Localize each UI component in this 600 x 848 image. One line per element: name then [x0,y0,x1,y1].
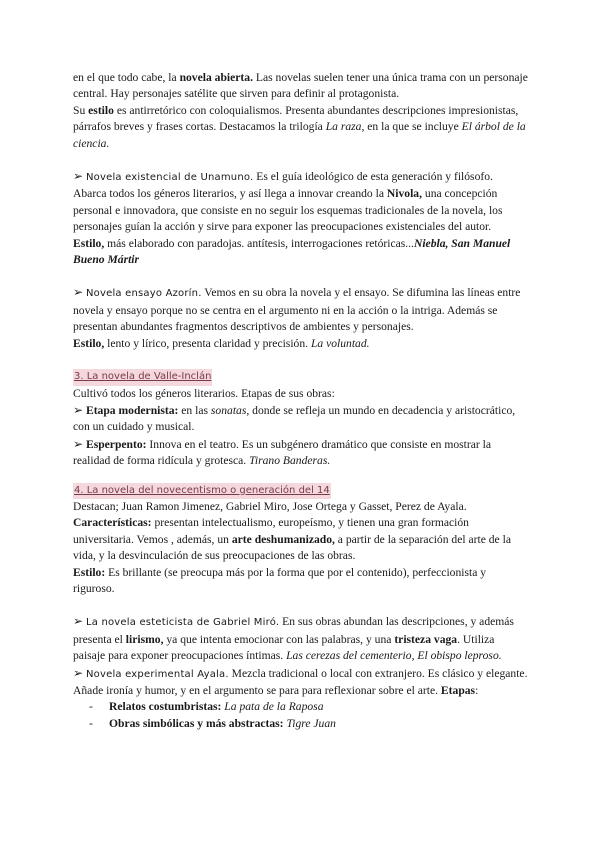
text: lento y lírico, presenta claridad y precisión. [104,336,311,350]
bold-term: lirismo, [125,632,164,646]
text: Las novelas suelen tener una única trama con un personaje central. Hay personajes satélite que sirven para definir al protagonista. [73,71,528,101]
section-heading: 4. La novela del novecentismo o generación del 14 [73,483,331,499]
text: Es brillante (se preocupa más por la forma que por el contenido), perfeccionista y riguroso. [73,565,487,595]
text: en la que se incluye [364,120,462,134]
work-title: Tigre Juan [286,716,336,730]
text: Cultivó todos los géneros literarios. Etapas de sus obras: [73,386,335,400]
text: . Utiliza paisaje para exponer preocupaciones íntimas. [73,632,495,663]
arrow-bullet-icon: ➢ [73,402,84,417]
text: En sus obras abundan las descripciones, y además presenta el [73,615,514,646]
text: en el que todo cabe, la [73,71,180,84]
text: es antirretórico con coloquialismos. Presenta abundantes descripciones impresionistas, párrafos breves y frases cortas. Destacamos la trilogía [73,103,519,134]
work-title: Niebla, San Manuel Bueno Mártir [73,236,511,267]
bold-term: Etapas [440,684,476,697]
text: Es el guía ideológico de esta generación y filósofo. Abarca todos los géneros literarios, y así llega a innovar creando la [73,170,493,201]
arrow-bullet-icon: ➢ [73,614,84,629]
bold-term: novela abierta. [179,71,253,84]
bold-term: tristeza vaga [394,632,458,646]
subsection-title: Novela experimental Ayala. [85,668,229,680]
azorin-paragraph [73,284,528,352]
text: donde se refleja un mundo en decadencia y aristocrático, con un cuidado y musical. [73,403,516,434]
text: una concepción personal e innovadora, que consiste en no seguir los esquemas tradicionales de la novela, los personajes guían la acción y sirve para exponer las preocupaciones existenciales del autor. [73,187,503,234]
bold-term: Nivola, [386,187,422,201]
work-title: La raza, [325,120,365,134]
bold-term: Estilo: [73,565,106,579]
bold-term: Etapa modernista: [83,403,179,417]
work-title: sonatas, [210,403,250,417]
subsection-title: Novela existencial de Unamuno. [85,172,254,184]
bold-term: Obras simbólicas y más abstractas: [109,716,284,730]
work-title: La voluntad. [310,336,370,350]
subsection-title: Novela ensayo Azorín. [85,288,202,300]
text: Su [73,103,89,117]
novecentismo-section [73,482,528,598]
bold-term: Esperpento: [83,437,147,451]
text: Innova en el teatro. Es un subgénero dramático que consiste en mostrar la realidad de forma ridícula y grotesca. [73,437,491,468]
text: presentan intelectualismo, europeísmo, y tienen una gran formación universitaria. Vemos , además, un [73,516,469,546]
arrow-bullet-icon: ➢ [73,665,84,680]
arrow-bullet-icon: ➢ [73,436,84,451]
work-title: Las cerezas del cementerio, El obispo leproso. [286,649,502,663]
list-item [73,716,528,732]
bold-term: Relatos costumbristas: [109,700,222,714]
baroja-paragraph [73,70,528,152]
text: Destacan; Juan Ramon Jimenez, Gabriel Miro, Jose Ortega y Gasset, Perez de Ayala. [73,499,467,513]
text: en las [178,403,211,417]
text: Vemos en su obra la novela y el ensayo. Se difumina las líneas entre novela y ensayo porque no se centra en el argumento ni en la acción o la intriga. Además se presentan abundantes fragmentos descriptivos de ambientes y personajes. [73,286,521,334]
text: a partir de la separación del arte de la vida, y la desvinculación de sus preocupaciones de las obras. [73,532,511,563]
section-heading: 3. La novela de Valle-Inclán [73,369,212,385]
arrow-bullet-icon: ➢ [73,169,84,184]
work-title: La pata de la Raposa [224,700,324,714]
bold-term: Características: [73,516,152,530]
unamuno-paragraph [73,168,528,268]
text: Mezcla tradicional o local con extranjero. Es clásico y elegante. Añade ironía y humor, y en el argumento se para para reflexionar sobre el arte. [73,666,528,697]
text: ya que intenta emocionar con las palabras, y una [163,632,395,646]
miro-ayala-paragraph [73,613,528,699]
text: más elaborado con paradojas. antítesis, interrogaciones retóricas... [104,236,414,250]
work-title: El árbol de la ciencia. [73,120,526,150]
bold-term: arte deshumanizado, [231,532,335,546]
valle-section [73,368,528,469]
bold-term: Estilo, [73,336,105,350]
subsection-title: La novela esteticista de Gabriel Miró. [85,617,280,629]
list-item [73,699,528,715]
bold-term: estilo [88,103,114,117]
etapas-list [73,699,528,732]
text: : [475,684,479,697]
bold-term: Estilo, [73,236,105,250]
work-title: Tirano Banderas. [249,454,331,468]
page-content [73,70,528,732]
arrow-bullet-icon: ➢ [73,285,84,300]
